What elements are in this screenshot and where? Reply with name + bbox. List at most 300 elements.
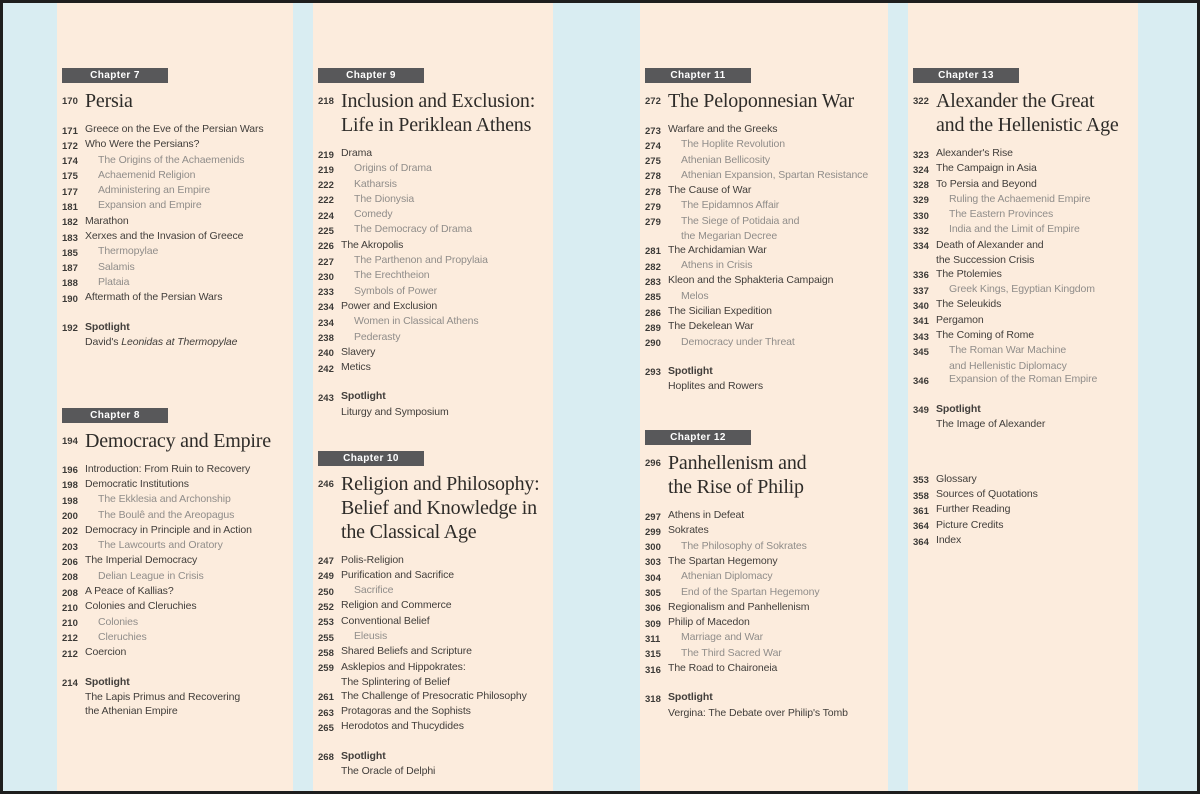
page-number: 361 bbox=[913, 505, 929, 517]
toc-entry-text: The Archidamian War bbox=[668, 243, 767, 256]
page-number bbox=[645, 230, 668, 244]
page-number: 219 bbox=[318, 149, 334, 161]
toc-entry-text: The Road to Chaironeia bbox=[668, 662, 778, 675]
toc-entry-text: The Seleukids bbox=[936, 298, 1002, 311]
page-number: 329 bbox=[913, 195, 929, 207]
toc-entry bbox=[645, 662, 882, 677]
chapter-section bbox=[62, 408, 287, 719]
spotlight-desc-text: The Image of Alexander bbox=[936, 418, 1046, 431]
toc-entry-continuation bbox=[913, 254, 1132, 268]
toc-entry-text: the Succession Crisis bbox=[936, 254, 1035, 267]
page-number: 253 bbox=[318, 617, 334, 629]
page-number: 187 bbox=[62, 263, 78, 275]
page-number: 222 bbox=[318, 195, 334, 207]
page-number: 282 bbox=[645, 261, 661, 273]
spotlight-desc bbox=[85, 691, 240, 705]
toc-entry-text: The Coming of Rome bbox=[936, 329, 1034, 342]
toc-entry-text: The Cause of War bbox=[668, 184, 752, 197]
toc-entry-text: The Eastern Provinces bbox=[949, 208, 1054, 221]
page-number: 289 bbox=[645, 322, 661, 334]
spotlight-label: Spotlight bbox=[85, 320, 130, 333]
toc-entry bbox=[318, 615, 547, 630]
toc-entry-text: The Dionysia bbox=[354, 192, 415, 205]
page-number: 225 bbox=[318, 225, 334, 237]
page-number bbox=[62, 705, 85, 719]
spotlight-desc bbox=[341, 765, 435, 779]
page-number: 196 bbox=[62, 465, 78, 477]
spotlight-desc-text: Hoplites and Rowers bbox=[668, 380, 763, 393]
chapter-title bbox=[85, 429, 271, 453]
chapter-badge: Chapter 11 bbox=[645, 68, 751, 83]
spotlight-desc-row bbox=[645, 707, 882, 721]
chapter-page-number: 322 bbox=[913, 96, 929, 107]
spotlight-entry bbox=[62, 321, 287, 350]
toc-entry bbox=[645, 290, 882, 305]
toc-entry bbox=[62, 463, 287, 478]
chapter-title-line: the Rise of Philip bbox=[668, 476, 804, 499]
toc-entry bbox=[62, 138, 287, 153]
toc-entry bbox=[318, 300, 547, 315]
toc-entry-text: Athenian Expansion, Spartan Resistance bbox=[681, 168, 869, 181]
toc-entry-text: Index bbox=[936, 534, 962, 547]
toc-entry-text: Sacrifice bbox=[354, 584, 394, 597]
toc-entry-text: Further Reading bbox=[936, 503, 1011, 516]
page-number: 255 bbox=[318, 632, 334, 644]
page-number bbox=[318, 406, 341, 420]
page-number: 243 bbox=[318, 392, 334, 404]
toc-entry bbox=[913, 283, 1132, 298]
chapter-badge: Chapter 9 bbox=[318, 68, 424, 83]
page-number: 281 bbox=[645, 246, 661, 258]
toc-entry bbox=[318, 162, 547, 177]
spotlight-desc-text: Liturgy and Symposium bbox=[341, 405, 449, 418]
page-number: 175 bbox=[62, 171, 78, 183]
page-number: 305 bbox=[645, 588, 661, 600]
toc-entry-text: The Philosophy of Sokrates bbox=[681, 539, 807, 552]
page-number: 341 bbox=[913, 316, 929, 328]
page-number: 306 bbox=[645, 603, 661, 615]
toc-entry-text: The Democracy of Drama bbox=[354, 223, 473, 236]
toc-entry-text: Marathon bbox=[85, 214, 129, 227]
page-number bbox=[645, 707, 668, 721]
toc-entry-text: Expansion and Empire bbox=[98, 199, 202, 212]
toc-entry bbox=[913, 488, 1132, 503]
toc-entry-text: Origins of Drama bbox=[354, 162, 432, 175]
toc-entry-text: Herodotos and Thucydides bbox=[341, 720, 464, 733]
chapter-title bbox=[341, 472, 540, 544]
spotlight-entry bbox=[645, 365, 882, 394]
page-number: 290 bbox=[645, 338, 661, 350]
spotlight-entry bbox=[318, 390, 547, 419]
toc-column-2 bbox=[313, 3, 553, 791]
toc-entry bbox=[645, 540, 882, 555]
page-number: 177 bbox=[62, 186, 78, 198]
toc-entry-text: The Campaign in Asia bbox=[936, 162, 1037, 175]
toc-entry bbox=[913, 473, 1132, 488]
toc-entry-text: Polis-Religion bbox=[341, 553, 404, 566]
toc-entry-text: Aftermath of the Persian Wars bbox=[85, 291, 223, 304]
toc-entry-text: Plataia bbox=[98, 275, 130, 288]
toc-entry-text: Sokrates bbox=[668, 524, 709, 537]
chapter-title-row bbox=[645, 451, 882, 499]
page-number: 200 bbox=[62, 511, 78, 523]
toc-entry bbox=[318, 690, 547, 705]
page-number: 328 bbox=[913, 180, 929, 192]
toc-entry-text: The Origins of the Achaemenids bbox=[98, 153, 245, 166]
chapter-page-number: 296 bbox=[645, 458, 661, 470]
toc-entry-text: Drama bbox=[341, 147, 373, 159]
toc-entry bbox=[62, 276, 287, 291]
toc-entry-text: Greece on the Eve of the Persian Wars bbox=[85, 123, 264, 135]
toc-entry-text: Kleon and the Sphakteria Campaign bbox=[668, 274, 834, 287]
spotlight-desc-text: The Oracle of Delphi bbox=[341, 764, 436, 777]
chapter-badge: Chapter 7 bbox=[62, 68, 168, 83]
page-number: 192 bbox=[62, 323, 78, 335]
chapter-badge: Chapter 8 bbox=[62, 408, 168, 423]
page-number: 250 bbox=[318, 586, 334, 598]
toc-entry-text: Conventional Belief bbox=[341, 614, 430, 627]
toc-entry-text: The Parthenon and Propylaia bbox=[354, 254, 488, 267]
chapter-title-line: Panhellenism and bbox=[668, 452, 807, 475]
page-number: 358 bbox=[913, 490, 929, 502]
page-number: 212 bbox=[62, 633, 78, 645]
chapter-title-line: Democracy and Empire bbox=[85, 429, 271, 452]
spotlight-desc-italic: Leonidas at Thermopylae bbox=[121, 335, 238, 348]
toc-entry bbox=[62, 123, 287, 138]
chapter-title-row bbox=[62, 89, 287, 113]
toc-entry-text: A Peace of Kallias? bbox=[85, 585, 174, 598]
page-number: 174 bbox=[62, 156, 78, 168]
toc-entry bbox=[62, 524, 287, 539]
toc-entry-text: Warfare and the Greeks bbox=[668, 123, 778, 135]
toc-entry bbox=[318, 315, 547, 330]
toc-entry bbox=[645, 305, 882, 320]
toc-entry bbox=[645, 320, 882, 335]
toc-entry-text: Power and Exclusion bbox=[341, 299, 438, 312]
page-number bbox=[913, 254, 936, 268]
toc-entry bbox=[318, 720, 547, 735]
page-number: 336 bbox=[913, 270, 929, 282]
spotlight-desc-row bbox=[62, 705, 287, 719]
chapter-title bbox=[85, 89, 133, 113]
chapter-title-line: The Peloponnesian War bbox=[668, 90, 854, 112]
toc-entry-text: The Third Sacred War bbox=[681, 646, 782, 659]
spotlight-desc-row bbox=[913, 418, 1132, 432]
toc-entry-text: The Imperial Democracy bbox=[85, 554, 198, 567]
toc-entry bbox=[318, 645, 547, 660]
toc-entry bbox=[62, 570, 287, 585]
toc-entry bbox=[318, 630, 547, 645]
toc-entry-text: Ruling the Achaemenid Empire bbox=[949, 192, 1091, 205]
spotlight-entry bbox=[62, 676, 287, 719]
toc-entry-text: Who Were the Persians? bbox=[85, 138, 200, 151]
spotlight-desc-row bbox=[645, 380, 882, 394]
toc-entry-text: Athenian Bellicosity bbox=[681, 153, 771, 166]
toc-entry-text: Glossary bbox=[936, 472, 977, 485]
toc-entry-text: The Spartan Hegemony bbox=[668, 554, 778, 567]
toc-entry bbox=[62, 539, 287, 554]
toc-entry-text: the Megarian Decree bbox=[681, 230, 778, 243]
page-number: 182 bbox=[62, 217, 78, 229]
toc-entry bbox=[62, 478, 287, 493]
page-number bbox=[913, 360, 936, 374]
chapter-title-row bbox=[318, 472, 547, 544]
spotlight-desc-row bbox=[318, 765, 547, 779]
toc-entry-text: Cleruchies bbox=[98, 630, 147, 643]
toc-entry bbox=[62, 616, 287, 631]
chapter-section bbox=[645, 68, 882, 394]
toc-entry-text: The Splintering of Belief bbox=[341, 675, 450, 688]
page-number: 343 bbox=[913, 331, 929, 343]
toc-entry-text: Women in Classical Athens bbox=[354, 315, 479, 328]
page-number bbox=[913, 418, 936, 432]
page-number: 274 bbox=[645, 140, 661, 152]
toc-entry-text: Metics bbox=[341, 361, 371, 374]
page-number: 247 bbox=[318, 556, 334, 568]
page-number: 279 bbox=[645, 217, 661, 229]
toc-entry bbox=[645, 244, 882, 259]
toc-entry-text: India and the Limit of Empire bbox=[949, 223, 1080, 236]
page-number: 198 bbox=[62, 480, 78, 492]
toc-entry bbox=[913, 534, 1132, 549]
toc-entry bbox=[318, 239, 547, 254]
toc-entry bbox=[645, 647, 882, 662]
toc-entry-text: Expansion of the Roman Empire bbox=[949, 373, 1098, 386]
page-number: 203 bbox=[62, 541, 78, 553]
page-number: 300 bbox=[645, 542, 661, 554]
toc-entry bbox=[318, 193, 547, 208]
toc-entry bbox=[645, 138, 882, 153]
page-number: 227 bbox=[318, 256, 334, 268]
toc-entry-text: Administering an Empire bbox=[98, 184, 211, 197]
chapter-title bbox=[341, 89, 535, 137]
toc-entry bbox=[62, 184, 287, 199]
toc-entry bbox=[318, 346, 547, 361]
toc-entry-text: The Epidamnos Affair bbox=[681, 199, 780, 212]
spotlight-heading-row bbox=[62, 321, 287, 336]
toc-entry-text: The Dekelean War bbox=[668, 320, 754, 333]
toc-entry bbox=[645, 524, 882, 539]
toc-entry bbox=[913, 503, 1132, 518]
page-number: 293 bbox=[645, 367, 661, 379]
toc-entry-text: Melos bbox=[681, 289, 709, 302]
spotlight-entry bbox=[913, 403, 1132, 432]
toc-entry-text: Democracy in Principle and in Action bbox=[85, 523, 252, 536]
page-number: 353 bbox=[913, 475, 929, 487]
toc-entry bbox=[62, 291, 287, 306]
toc-entry-text: Colonies bbox=[98, 615, 139, 628]
spotlight-desc-row bbox=[318, 406, 547, 420]
toc-entry bbox=[62, 493, 287, 508]
toc-entry-text: Salamis bbox=[98, 260, 135, 273]
toc-entry bbox=[913, 239, 1132, 254]
toc-entry-text: The Ekklesia and Archonship bbox=[98, 493, 231, 506]
page-number: 188 bbox=[62, 278, 78, 290]
page-number: 275 bbox=[645, 156, 661, 168]
toc-entry bbox=[645, 601, 882, 616]
toc-entry-text: Katharsis bbox=[354, 177, 397, 190]
toc-entry-text: Introduction: From Ruin to Recovery bbox=[85, 462, 251, 475]
chapter-title-line: Alexander the Great bbox=[936, 90, 1095, 112]
page-number: 309 bbox=[645, 618, 661, 630]
toc-entry bbox=[318, 554, 547, 569]
page-number: 234 bbox=[318, 302, 334, 314]
page-number: 212 bbox=[62, 648, 78, 660]
chapter-title bbox=[668, 451, 806, 499]
spotlight-desc bbox=[668, 380, 763, 394]
page-number: 210 bbox=[62, 602, 78, 614]
page-number: 263 bbox=[318, 707, 334, 719]
toc-entry-text: Protagoras and the Sophists bbox=[341, 705, 471, 718]
page-number: 224 bbox=[318, 210, 334, 222]
page-number: 252 bbox=[318, 601, 334, 613]
spotlight-heading-row bbox=[913, 403, 1132, 418]
spotlight-desc bbox=[85, 336, 237, 350]
toc-entry-text: Asklepios and Hippokrates: bbox=[341, 660, 466, 673]
chapter-title-line: Inclusion and Exclusion: bbox=[341, 90, 536, 112]
page-number bbox=[62, 336, 85, 350]
toc-entry bbox=[913, 519, 1132, 534]
toc-entry bbox=[645, 184, 882, 199]
toc-column-1 bbox=[57, 3, 293, 791]
toc-entry bbox=[318, 705, 547, 720]
toc-entry-text: Slavery bbox=[341, 345, 376, 358]
toc-entry-text: Marriage and War bbox=[681, 631, 764, 644]
toc-entry bbox=[62, 245, 287, 260]
toc-entry-text: Democracy under Threat bbox=[681, 335, 795, 348]
toc-entry bbox=[645, 555, 882, 570]
page-number: 259 bbox=[318, 663, 334, 675]
chapter-title-line: Religion and Philosophy: bbox=[341, 472, 540, 495]
toc-entry bbox=[913, 329, 1132, 344]
toc-entry bbox=[645, 199, 882, 214]
chapter-section bbox=[62, 68, 287, 350]
page-number: 190 bbox=[62, 293, 78, 305]
page-number: 240 bbox=[318, 348, 334, 360]
page-number: 206 bbox=[62, 556, 78, 568]
toc-entry-text: Shared Beliefs and Scripture bbox=[341, 645, 472, 658]
toc-entry bbox=[913, 344, 1132, 359]
toc-entry bbox=[318, 331, 547, 346]
spotlight-label: Spotlight bbox=[85, 675, 130, 688]
toc-entry bbox=[62, 199, 287, 214]
page-number: 364 bbox=[913, 521, 929, 533]
toc-entry-text: The Akropolis bbox=[341, 238, 404, 251]
toc-entry-text: Athens in Crisis bbox=[681, 259, 753, 272]
toc-entry bbox=[318, 285, 547, 300]
toc-entry bbox=[62, 261, 287, 276]
chapter-title-row bbox=[318, 89, 547, 137]
spotlight-desc-text: the Athenian Empire bbox=[85, 704, 178, 717]
toc-entry-text: Delian League in Crisis bbox=[98, 569, 204, 582]
toc-entry bbox=[645, 259, 882, 274]
toc-entry-text: Religion and Commerce bbox=[341, 599, 452, 612]
toc-entry bbox=[645, 169, 882, 184]
page-number: 185 bbox=[62, 247, 78, 259]
page-number: 316 bbox=[645, 664, 661, 676]
page-number: 279 bbox=[645, 201, 661, 213]
toc-entry-text: Alexander's Rise bbox=[936, 147, 1013, 159]
toc-entry bbox=[645, 123, 882, 138]
page-number: 273 bbox=[645, 125, 661, 137]
toc-entry bbox=[318, 361, 547, 376]
chapter-badge: Chapter 12 bbox=[645, 430, 751, 445]
toc-entry-text: End of the Spartan Hegemony bbox=[681, 585, 820, 598]
toc-entry bbox=[62, 631, 287, 646]
toc-entry bbox=[62, 169, 287, 184]
toc-entry bbox=[62, 509, 287, 524]
spotlight-label: Spotlight bbox=[668, 364, 713, 377]
toc-entry-text: Coercion bbox=[85, 646, 127, 659]
page-number: 238 bbox=[318, 333, 334, 345]
page-number: 181 bbox=[62, 201, 78, 213]
page-number: 265 bbox=[318, 722, 334, 734]
toc-entry bbox=[318, 269, 547, 284]
page-number: 285 bbox=[645, 292, 661, 304]
toc-entry-text: Comedy bbox=[354, 208, 393, 221]
page-number: 304 bbox=[645, 572, 661, 584]
page-number: 332 bbox=[913, 225, 929, 237]
toc-entry bbox=[645, 616, 882, 631]
spotlight-desc bbox=[936, 418, 1045, 432]
toc-entry-text: Thermopylae bbox=[98, 245, 159, 258]
spotlight-entry bbox=[645, 691, 882, 720]
page-number: 349 bbox=[913, 405, 929, 417]
page-number bbox=[318, 676, 341, 690]
toc-entry-continuation bbox=[318, 676, 547, 690]
toc-entry-text: The Sicilian Expedition bbox=[668, 305, 772, 318]
page-number: 297 bbox=[645, 511, 661, 523]
toc-entry-text: The Erechtheion bbox=[354, 269, 430, 282]
toc-entry bbox=[318, 599, 547, 614]
page-number: 261 bbox=[318, 692, 334, 704]
spotlight-heading-row bbox=[318, 750, 547, 765]
page-number: 311 bbox=[645, 633, 661, 645]
page-number: 278 bbox=[645, 171, 661, 183]
toc-column-4 bbox=[908, 3, 1138, 791]
toc-entry bbox=[318, 584, 547, 599]
toc-entry-text: The Ptolemies bbox=[936, 267, 1002, 280]
spotlight-desc bbox=[85, 705, 178, 719]
toc-entry bbox=[645, 509, 882, 524]
page-number: 364 bbox=[913, 536, 929, 548]
toc-entry bbox=[318, 223, 547, 238]
chapter-title-row bbox=[645, 89, 882, 113]
page-number: 210 bbox=[62, 618, 78, 630]
chapter-title-line: the Classical Age bbox=[341, 520, 477, 543]
toc-entry bbox=[318, 661, 547, 676]
page-number bbox=[645, 380, 668, 394]
toc-entry-text: Purification and Sacrifice bbox=[341, 568, 454, 581]
toc-entry-text: Pergamon bbox=[936, 313, 984, 326]
page-number: 315 bbox=[645, 649, 661, 661]
toc-entry bbox=[318, 569, 547, 584]
toc-entry-text: The Challenge of Presocratic Philosophy bbox=[341, 689, 527, 702]
toc-entry bbox=[645, 215, 882, 230]
chapter-page-number: 170 bbox=[62, 96, 78, 107]
toc-entry bbox=[913, 223, 1132, 238]
chapter-title bbox=[668, 89, 854, 113]
spotlight-label: Spotlight bbox=[668, 691, 713, 704]
page-number: 226 bbox=[318, 241, 334, 253]
page-number: 234 bbox=[318, 317, 334, 329]
page-number: 198 bbox=[62, 495, 78, 507]
page-number: 345 bbox=[913, 346, 929, 358]
spotlight-desc-text: Vergina: The Debate over Philip's Tomb bbox=[668, 706, 848, 719]
toc-entry-text: Athenian Diplomacy bbox=[681, 570, 773, 583]
toc-entry-text: The Hoplite Revolution bbox=[681, 138, 786, 151]
page-number: 172 bbox=[62, 140, 78, 152]
